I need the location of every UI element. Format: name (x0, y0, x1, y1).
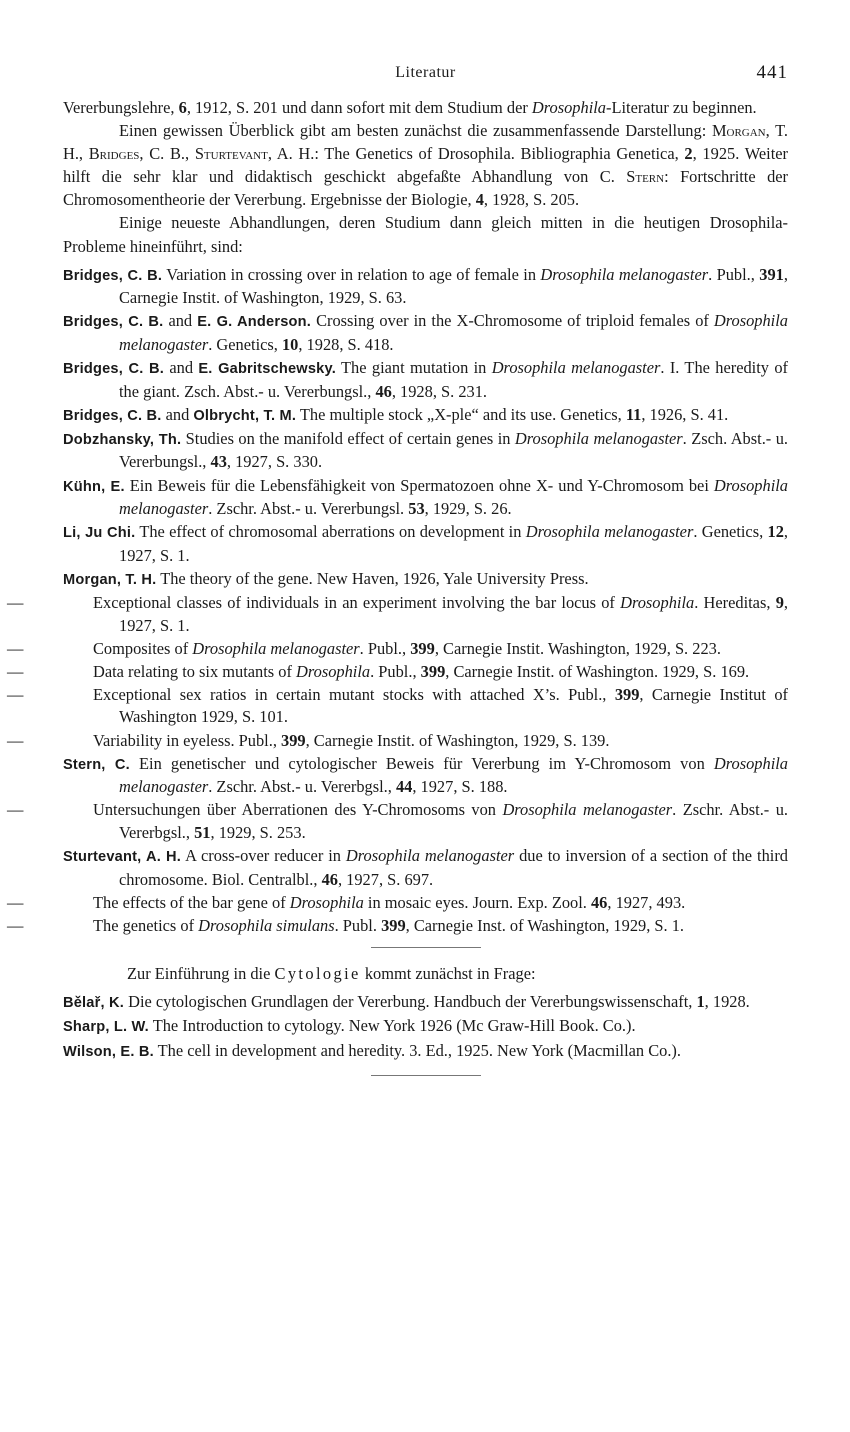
author-name: Sturtevant, A. H. (63, 849, 182, 865)
author-name: E. Gabritschewsky. (198, 361, 336, 378)
author-name: Li, Ju Chi. (63, 525, 136, 542)
reference-entry (7, 661, 788, 684)
reference-entry (7, 684, 789, 729)
species-name: Drosophila melanogaster (119, 475, 788, 519)
species-name: Drosophila (296, 661, 371, 681)
volume-number: 399 (381, 915, 406, 935)
text-run: , C. B., (139, 144, 195, 164)
intro-paragraph (63, 96, 788, 119)
text-run: Variation in crossing over in relation to age of female in (162, 264, 541, 284)
volume-number: 53 (408, 499, 425, 519)
reference-entry (63, 1015, 788, 1039)
volume-number: 46 (321, 869, 338, 889)
volume-number: 43 (210, 452, 227, 472)
volume-number: 46 (590, 892, 608, 912)
ditto-dash: — (7, 684, 24, 704)
reference-entry (63, 310, 788, 356)
text-run: Die cytologischen Grundlagen der Vererbung. Handbuch der Vererbungswissenschaft, (124, 992, 697, 1012)
author-name: Bridges, C. B. (63, 314, 164, 331)
ditto-dash: — (7, 730, 24, 750)
reference-entry (63, 428, 788, 474)
ditto-dash: — (7, 592, 24, 612)
species-name: Drosophila (620, 592, 695, 612)
text-run: A cross-over reducer in (181, 846, 346, 865)
text-run: . Publ., (370, 661, 421, 681)
text-run: , Carnegie Instit. Washington, 1929, S. 223. (434, 638, 721, 658)
book-page (7, 0, 789, 1076)
cytology-reference-list (63, 991, 788, 1063)
volume-number: 1 (696, 992, 705, 1012)
text-run: -Literatur zu beginnen. (606, 98, 757, 117)
text-run: , 1929, S. 26. (424, 499, 512, 519)
ditto-dash: — (7, 800, 24, 820)
text-run: , 1928, S. 205. (483, 190, 580, 210)
text-run: , 1926, S. 41. (641, 404, 729, 424)
volume-number: 391 (759, 264, 784, 284)
text-run: The effects of the bar gene of (93, 892, 290, 912)
ditto-dash: — (7, 638, 24, 658)
reference-entry (63, 357, 788, 403)
volume-number: 12 (767, 522, 784, 542)
author-smallcaps: Sturtevant (194, 144, 268, 164)
text-run: Variability in eyeless. Publ., (93, 730, 282, 750)
author-name: Olbrycht, T. M. (193, 407, 297, 424)
running-header (63, 0, 788, 96)
text-run: , Carnegie Instit. of Washington, 1929, S. 139. (305, 730, 610, 750)
reference-entry (7, 638, 788, 661)
text-run: . Zsch. Abst.- u. Vererbungsl., (119, 428, 788, 472)
text-run: , 1928, S. 418. (298, 334, 394, 354)
text-run: The giant mutation in (335, 358, 492, 378)
reference-entry (63, 845, 788, 891)
text-run: , 1927, S. 697. (337, 869, 434, 889)
text-run: The Introduction to cytology. New York 1926 (Mc Graw-Hill Book. Co.). (148, 1016, 636, 1036)
text-run: , 1927, S. 330. (226, 452, 323, 472)
species-name: Drosophila melanogaster (540, 264, 709, 284)
text-run: . Zschr. Abst.- u. Vererbgsl., (208, 777, 396, 797)
reference-entry (63, 264, 788, 310)
text-run: . Publ. (334, 915, 382, 935)
text-run: , 1927, S. 1. (119, 592, 788, 635)
reference-entry (63, 521, 788, 567)
species-name: Drosophila melanogaster (345, 846, 515, 865)
text-run: The theory of the gene. New Haven, 1926, Yale University Press. (156, 568, 589, 588)
species-name: Drosophila simulans (198, 915, 335, 935)
text-run: , Carnegie Institut of Washington 1929, S. 101. (119, 684, 789, 727)
text-run: . Publ., (708, 264, 760, 284)
species-name: Drosophila melanogaster (119, 311, 788, 354)
text-run: , 1925. Weiter hilft die sehr klar und didaktisch geschickt abgefaßte Abhandlung von C. (63, 144, 788, 187)
reference-entry (7, 799, 788, 844)
text-run: . Genetics, (693, 522, 768, 542)
text-run: . Genetics, (208, 334, 282, 354)
volume-number: 9 (775, 592, 784, 612)
author-name: Sharp, L. W. (63, 1019, 149, 1036)
reference-entry (63, 404, 788, 428)
text-run: . Zschr. Abst.- u. Vererbgsl., (119, 800, 788, 842)
author-name: Morgan, T. H. (63, 571, 157, 588)
species-name: Drosophila melanogaster (119, 753, 788, 797)
volume-number: 11 (625, 404, 642, 424)
text-run: , 1927, S. 1. (119, 522, 788, 565)
author-smallcaps: Bridges (88, 144, 140, 164)
reference-entry (7, 592, 788, 637)
volume-number: 4 (475, 190, 484, 210)
species-name: Drosophila melanogaster (491, 358, 661, 378)
reference-entry (7, 730, 788, 753)
species-name: Drosophila melanogaster (192, 638, 360, 658)
volume-number: 44 (395, 777, 413, 797)
reference-entry (63, 475, 788, 521)
reference-entry (63, 568, 788, 592)
text-run: due to inversion of a section of the third chromosome. Biol. Centralbl., (119, 846, 788, 889)
species-name: Drosophila (289, 892, 364, 912)
text-run: Composites of (93, 638, 193, 658)
author-name: Bridges, C. B. (63, 407, 162, 424)
section-divider (371, 947, 481, 948)
text-run: Studies on the manifold effect of certain genes in (181, 428, 515, 448)
species-name: Drosophila (531, 98, 606, 117)
text-run: : Fortschritte der Chromosomentheorie der Vererbung. Ergebnisse der Biologie, (63, 167, 789, 210)
text-run: Vererbungslehre, (63, 98, 179, 117)
text-run: , Carnegie Instit. of Washington, 1929, S. 63. (119, 264, 788, 308)
ditto-dash: — (7, 661, 24, 681)
text-run: . I. The heredity of the giant. Zsch. Abst.- u. Vererbungsl., (119, 358, 788, 401)
volume-number: 10 (281, 334, 299, 354)
running-title: Literatur (395, 64, 456, 81)
intro-paragraph (63, 119, 788, 211)
species-name: Drosophila melanogaster (525, 522, 694, 542)
reference-entry (7, 892, 788, 915)
text-run: and (164, 358, 199, 378)
author-name: Stern, C. (63, 756, 130, 773)
species-name: Drosophila melanogaster (502, 800, 673, 820)
author-name: Bělař, K. (63, 995, 125, 1012)
author-name: E. G. Anderson. (197, 314, 312, 331)
volume-number: 2 (684, 144, 693, 164)
text-run: The cell in development and heredity. 3. Ed., 1925. New York (Macmillan Co.). (153, 1040, 681, 1060)
text-run: , Carnegie Instit. of Washington. 1929, S. 169. (445, 661, 750, 681)
reference-entry (63, 753, 788, 799)
volume-number: 46 (375, 381, 392, 401)
author-name: Kühn, E. (63, 478, 125, 495)
text-run: , 1929, S. 253. (210, 822, 306, 842)
text-run: , 1927, S. 188. (412, 777, 508, 797)
end-divider (371, 1075, 481, 1076)
text-run: , Carnegie Inst. of Washington, 1929, S. 1. (405, 915, 685, 935)
text-run: Untersuchungen über Aberrationen des Y-Chromosoms von (93, 800, 503, 820)
text-run: Ein genetischer und cytologischer Beweis für Vererbung im Y-Chromosom von (129, 753, 714, 773)
text-run: and (161, 404, 194, 424)
species-name: Drosophila melanogaster (514, 428, 683, 448)
author-smallcaps: Morgan (711, 121, 766, 141)
text-run: The effect of chromosomal aberrations on development in (135, 522, 526, 542)
volume-number: 399 (614, 684, 640, 704)
volume-number: 6 (178, 98, 187, 117)
text-run: Exceptional classes of individuals in an experiment involving the bar locus of (93, 592, 621, 612)
text-run: in mosaic eyes. Journ. Exp. Zool. (363, 892, 591, 912)
text-run: Ein Beweis für die Lebensfähigkeit von Spermatozoen ohne X- und Y-Chromosom bei (124, 475, 714, 495)
author-name: Bridges, C. B. (63, 267, 163, 284)
text-run: kommt zunächst in Frage: (360, 964, 536, 984)
text-run: The multiple stock „X-ple“ and its use. Genetics, (296, 404, 626, 424)
introduction (63, 96, 788, 258)
text-run: , 1928. (704, 992, 750, 1012)
author-name: Dobzhansky, Th. (63, 431, 182, 448)
author-name: Wilson, E. B. (63, 1043, 154, 1060)
reference-list (7, 264, 789, 938)
reference-entry (7, 915, 788, 938)
text-run: . Publ., (359, 638, 411, 658)
text-run: Exceptional sex ratios in certain mutant stocks with attached X’s. Publ., (93, 684, 615, 704)
ditto-dash: — (7, 892, 24, 912)
volume-number: 399 (410, 638, 435, 658)
text-run: Zur Einführung in die (127, 964, 275, 984)
volume-number: 51 (194, 822, 211, 842)
text-run: Einige neueste Abhandlungen, deren Studium dann gleich mitten in die heutigen Drosophila-Probleme hineinführt, sind: (63, 213, 788, 256)
page-number: 441 (756, 62, 788, 83)
author-name: Bridges, C. B. (63, 361, 164, 378)
text-run: , A. H.: The Genetics of Drosophila. Bibliographia Genetica, (267, 144, 685, 164)
ditto-dash: — (7, 915, 24, 935)
text-run: and (163, 311, 198, 331)
emphasized-term: Cytologie (274, 964, 361, 984)
text-run: , 1912, S. 201 und dann sofort mit dem Studium der (186, 98, 532, 117)
reference-entry (63, 991, 788, 1015)
reference-entry (63, 1040, 788, 1064)
volume-number: 399 (281, 730, 306, 750)
text-run: , T. H., (63, 121, 788, 164)
text-run: . Zschr. Abst.- u. Vererbungsl. (208, 499, 409, 519)
cytology-intro (63, 962, 788, 985)
volume-number: 399 (420, 661, 446, 681)
text-run: , 1927, 493. (607, 892, 686, 912)
text-run: . Hereditas, (694, 592, 776, 612)
intro-paragraph (63, 211, 788, 257)
text-run: Crossing over in the X-Chromosome of triploid females of (311, 311, 714, 331)
text-run: Data relating to six mutants of (93, 661, 297, 681)
text-run: Einen gewissen Überblick gibt am besten zunächst die zusammenfassende Darstellung: (119, 121, 712, 141)
text-run: , 1928, S. 231. (391, 381, 488, 401)
author-smallcaps: Stern (626, 167, 665, 187)
text-run: The genetics of (93, 915, 199, 935)
